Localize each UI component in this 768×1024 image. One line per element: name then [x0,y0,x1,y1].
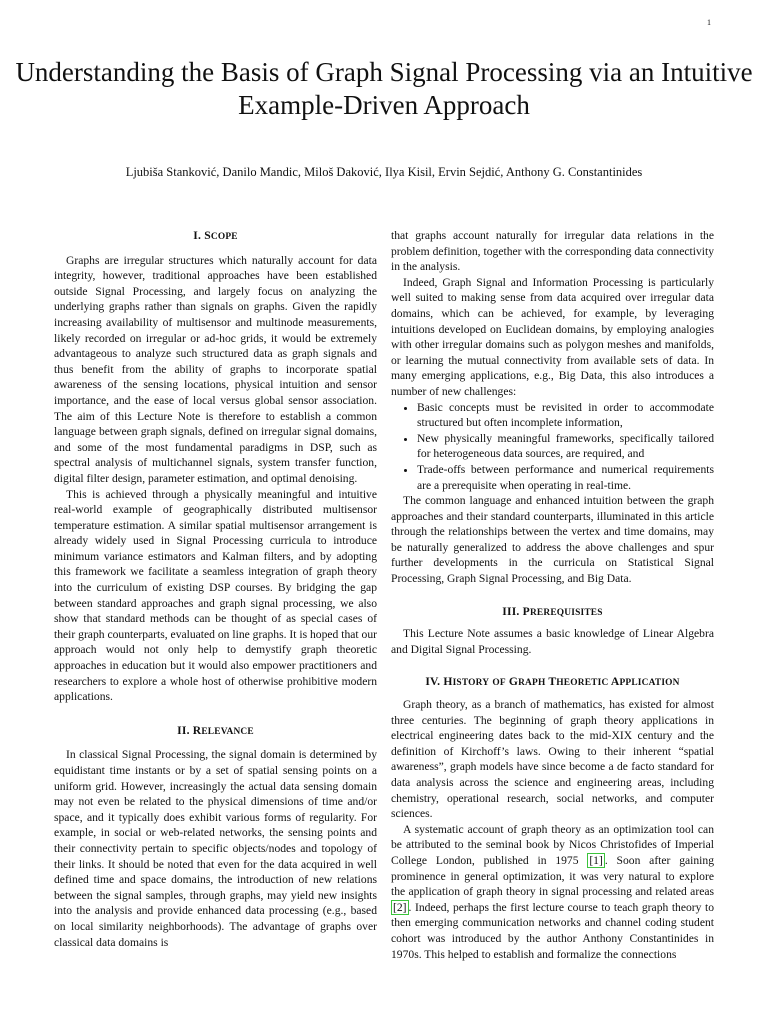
relevance-paragraph-1: In classical Signal Processing, the signal domain is determined by equidistant time instants or by a set of spatial sensing points on a uniform grid. However, increasingly the actual data sensing domain may not even be related to the physical dimensions of time and/or space, and it typically does exhibit various forms of regularity. For example, in social or web-related networks, the sensing points and their connectivity pertain to specific objects/nodes and topology of their links. It should be noted that even for the data acquired in well defined time and space domains, the introduction of new relations between the signal samples, through graphs, may yield new insights into the analysis and provide enhanced data processing (e.g., based on local similarity neighborhoods). The advantage of graphs over classical data domains is [54,748,377,949]
relevance-paragraph-2: Indeed, Graph Signal and Information Processing is particularly well suited to making sense from data acquired over irregular data domains, which can be achieved, for example, by leveraging intuitions developed on Euclidean domains, by employing analogies with other irregular domains such as polygon meshes and manifolds, or learning the mutual connectivity from available sets of data. In many emerging applications, e.g., Big Data, this also introduces a number of new challenges: [391,275,714,398]
list-item: • New physically meaningful frameworks, specifically tailored for heterogeneous data sources, are required, and [417,431,714,462]
challenges-list [391,400,714,494]
section-heading-relevance: II. RELEVANCE [177,723,254,737]
citation-link-1[interactable]: [1] [589,853,603,867]
list-item: • Trade-offs between performance and numerical requirements are a prerequisite when operating in real-time. [417,462,714,493]
paper-title: Understanding the Basis of Graph Signal Processing via an Intuitive Example-Driven Approach [15,57,753,120]
author-list: Ljubiša Stanković, Danilo Mandic, Miloš Daković, Ilya Kisil, Ervin Sejdić, Anthony G. Constantinides [125,165,643,179]
left-column [54,228,377,950]
history-paragraph-2: A systematic account of graph theory as an optimization tool can be attributed to the seminal book by Nicos Christofides of Imperial College London, published in 1975 [1] . Soon after gaining prominence in general optimization, it was very natural to explore the application of graph theory in signal processing and related areas [2] . Indeed, perhaps the first lecture course to teach graph theory to then emerging communication networks and channel coding student cohort was introduced by the author Anthony Constantinides in 1970s. This helped to establish and formalize the connections [391,822,714,961]
section-heading-prerequisites: III. PREREQUISITES [502,604,603,618]
right-column [391,228,714,962]
prerequisites-paragraph: This Lecture Note assumes a basic knowledge of Linear Algebra and Digital Signal Processing. [391,627,714,656]
section-heading-history: IV. HISTORY OF GRAPH THEORETIC APPLICATION [425,675,680,689]
scope-paragraph-1: Graphs are irregular structures which naturally account for data integrity, however, traditional approaches have been established outside Signal Processing, and largely focus on analyzing the underlying graphs rather than signals on graphs. Given the rapidly increasing availability of multisensor and multinode measurements, likely recorded on irregular or ad-hoc grids, it would be extremely advantageous to analyze such structured data as graph signals and thus benefit from the ability of graphs to incorporate spatial awareness of the sensing locations, physical intuition and sensor importance, and the ease of local versus global sensor association. The aim of this Lecture Note is therefore to establish a common language between graph signals, defined on irregular signal domains, and some of the most fundamental paradigms in DSP, such as spectral analysis of multichannel signals, system transfer function, digital filter design, parameter estimation, and optimal denoising. [54,253,377,485]
page-number: 1 [707,18,711,27]
relevance-paragraph-3: The common language and enhanced intuition between the graph approaches and their standard counterparts, illuminated in this article through the relationships between the vertex and time domains, may be naturally generalized to address the above challenges and spur further developments in the curricula on Statistical Signal Processing, Graph Signal Processing, and Big Data. [391,494,714,586]
section-heading-scope: I. SCOPE [193,229,238,242]
scope-paragraph-2: This is achieved through a physically meaningful and intuitive real-world example of geographically distributed multisensor temperature estimation. A similar spatial multisensor arrangement is already widely used in Signal Processing curricula to introduce minimum variance estimators and Kalman filters, and by adopting this framework we facilitate a seamless integration of graph theory into the curriculum of existing DSP courses. By bridging the gap between standard approaches and graph signal processing, we also show that standard methods can be thought of as special cases of their graph counterparts, evaluated on line graphs. It is hoped that our approach would not only help to demystify graph theoretic approaches in education but it would also empower practitioners and researchers to explore a whole host of otherwise prohibitive modern applications. [54,487,377,704]
list-item: • Basic concepts must be revisited in order to accommodate structured but often incomplete information, [417,400,714,431]
relevance-paragraph-1-continued: that graphs account naturally for irregular data relations in the problem definition, together with the corresponding data connectivity in the analysis. [391,229,714,274]
citation-link-2[interactable]: [2] [393,900,407,914]
history-paragraph-1: Graph theory, as a branch of mathematics, has existed for almost three centuries. The beginning of graph theory applications in electrical engineering dates back to the mid-XIX century and the definition of Kirchoff’s laws. Owing to their inherent “spatial awareness”, graph models have since become a de facto standard for data analysis across the science and engineering areas, including chemistry, operational research, social networks, and computer sciences. [391,698,714,821]
